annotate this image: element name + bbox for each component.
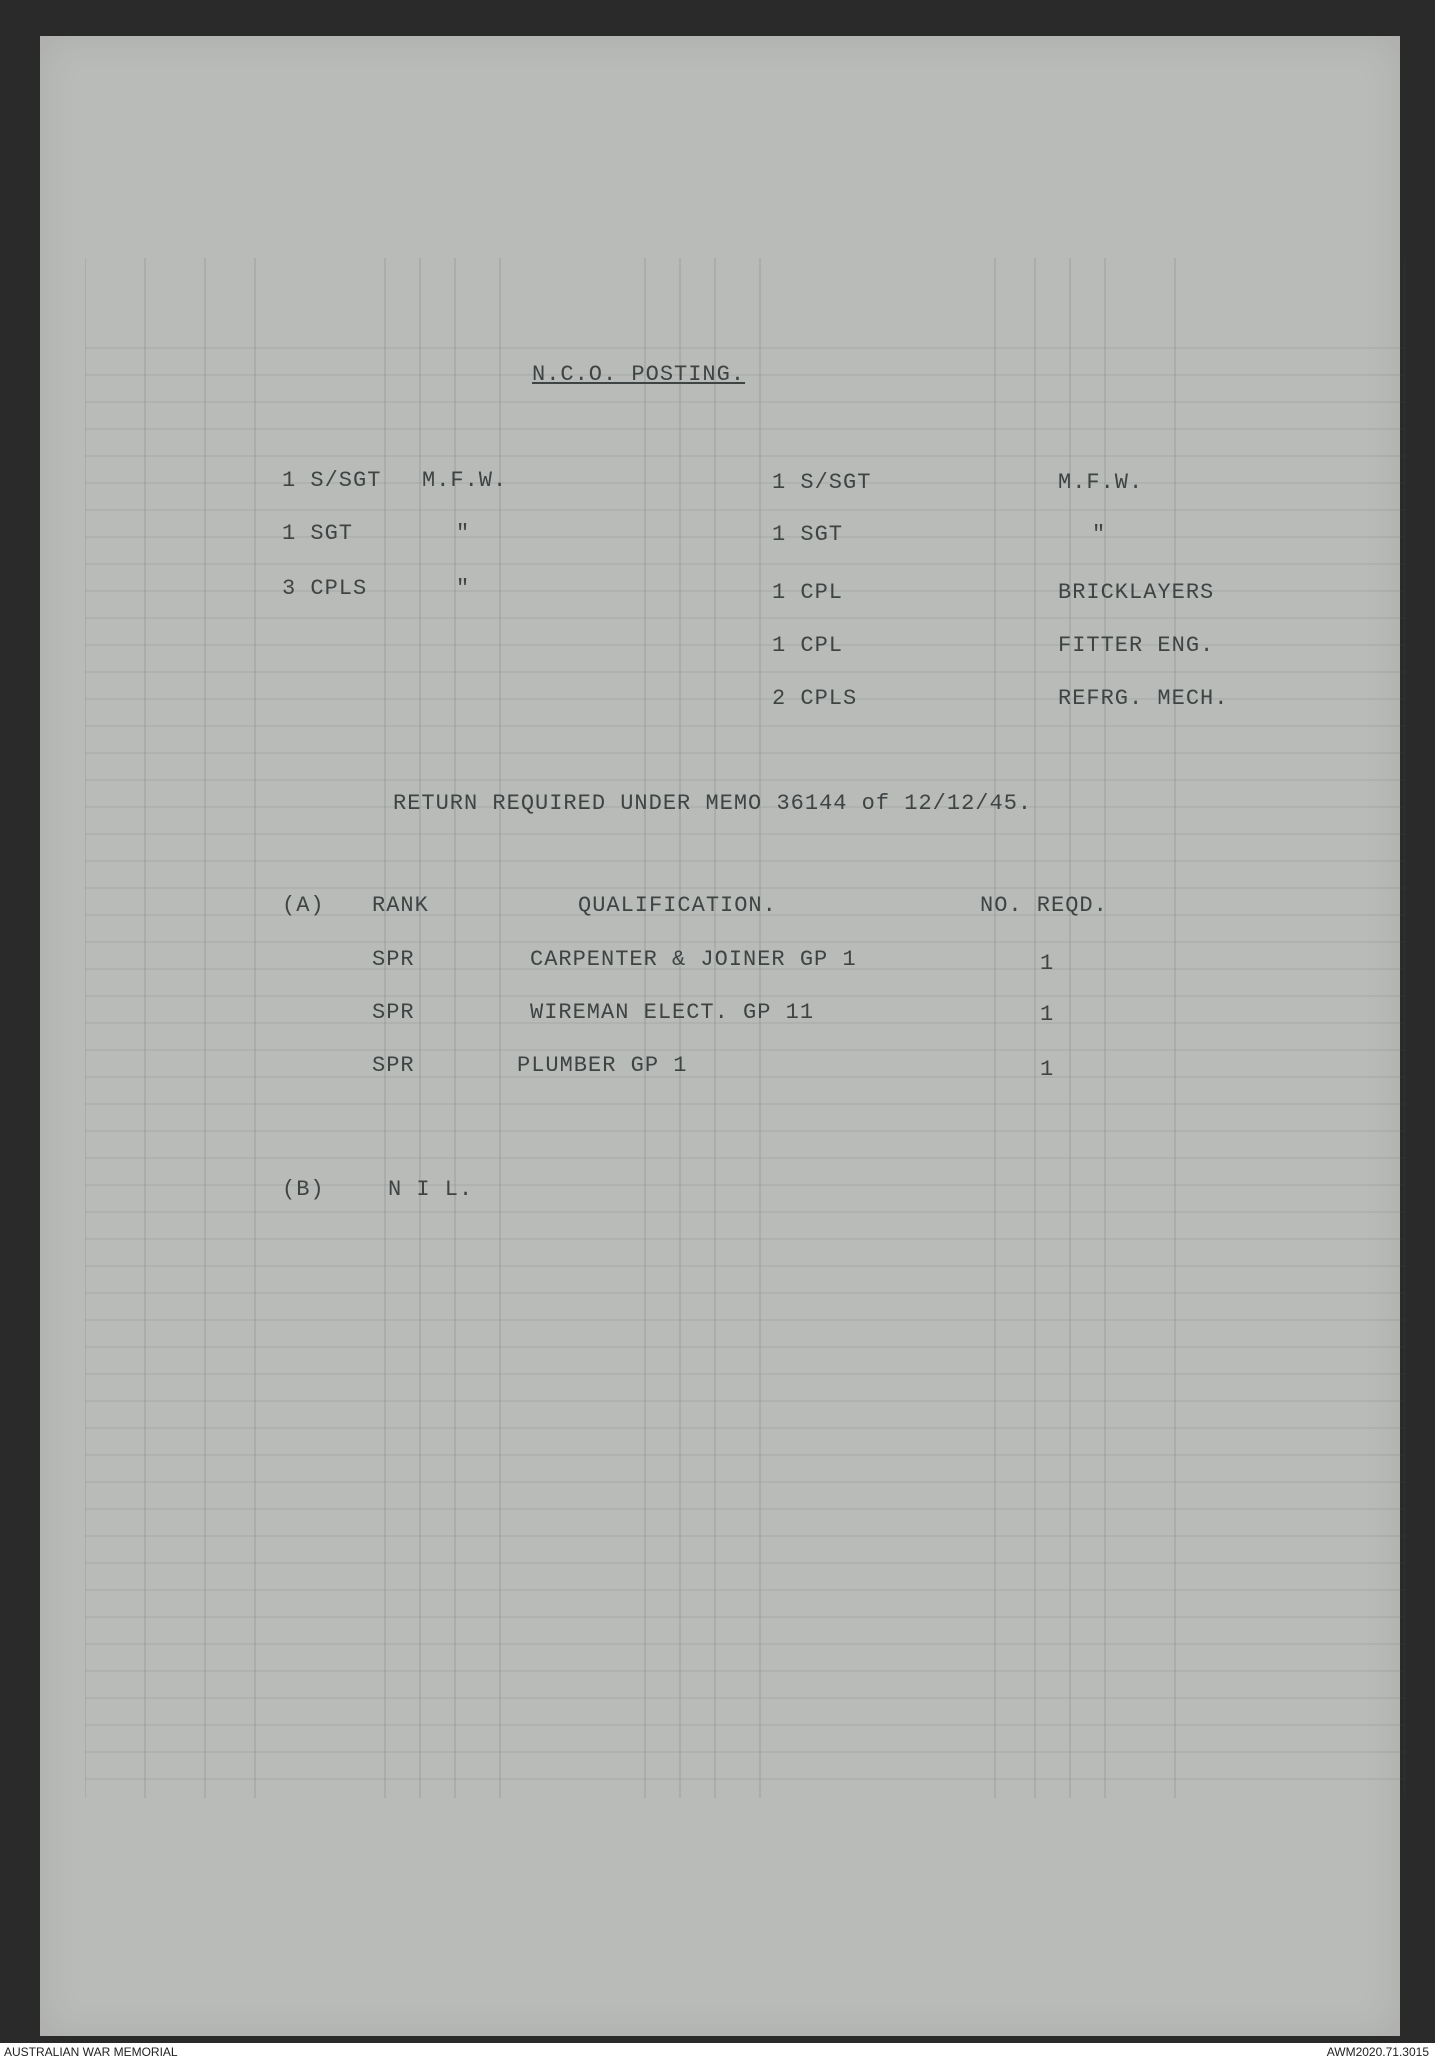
section-a-row-2-qualification: WIREMAN ELECT. GP 11: [530, 1000, 815, 1025]
nco-right-count-5: 2 CPLS: [772, 686, 858, 711]
nco-right-trade-2: ": [1092, 522, 1107, 547]
section-a-row-1-qualification: CARPENTER & JOINER GP 1: [530, 947, 857, 972]
section-a-header-no-reqd: NO. REQD.: [980, 893, 1108, 918]
section-a-row-1-no: 1: [1040, 951, 1055, 976]
nco-right-trade-1: M.F.W.: [1058, 470, 1144, 495]
footer-accession: AWM2020.71.3015: [1326, 2045, 1429, 2059]
nco-left-count-1: 1 S/SGT: [282, 468, 382, 493]
archive-footer: [0, 2043, 1435, 2061]
section-a-header-rank: RANK: [372, 893, 429, 918]
section-a-row-2-rank: SPR: [372, 1000, 415, 1025]
section-a-header-qualification: QUALIFICATION.: [578, 893, 777, 918]
return-heading: RETURN REQUIRED UNDER MEMO 36144 of 12/12/45.: [393, 791, 1033, 816]
section-a-row-3-no: 1: [1040, 1057, 1055, 1082]
section-a-marker: (A): [282, 893, 325, 918]
nco-right-count-2: 1 SGT: [772, 522, 844, 547]
nco-left-trade-2: ": [456, 521, 471, 546]
nco-right-trade-4: FITTER ENG.: [1058, 633, 1215, 658]
section-a-row-3-rank: SPR: [372, 1053, 415, 1078]
footer-institution: AUSTRALIAN WAR MEMORIAL: [4, 2045, 178, 2059]
section-a-row-3-qualification: PLUMBER GP 1: [517, 1053, 688, 1078]
section-a-row-1-rank: SPR: [372, 947, 415, 972]
section-b-value: N I L.: [388, 1177, 474, 1202]
nco-right-trade-3: BRICKLAYERS: [1058, 580, 1215, 605]
section-b-marker: (B): [282, 1177, 325, 1202]
nco-right-count-3: 1 CPL: [772, 580, 844, 605]
nco-left-count-2: 1 SGT: [282, 521, 354, 546]
bleed-through-form-heading: [150, 156, 158, 190]
nco-left-trade-1: M.F.W.: [422, 468, 508, 493]
nco-right-count-1: 1 S/SGT: [772, 470, 872, 495]
section-a-row-2-no: 1: [1040, 1002, 1055, 1027]
nco-left-count-3: 3 CPLS: [282, 576, 368, 601]
nco-right-trade-5: REFRG. MECH.: [1058, 686, 1229, 711]
nco-left-trade-3: ": [456, 576, 471, 601]
nco-right-count-4: 1 CPL: [772, 633, 844, 658]
page-title: N.C.O. POSTING.: [532, 362, 746, 387]
